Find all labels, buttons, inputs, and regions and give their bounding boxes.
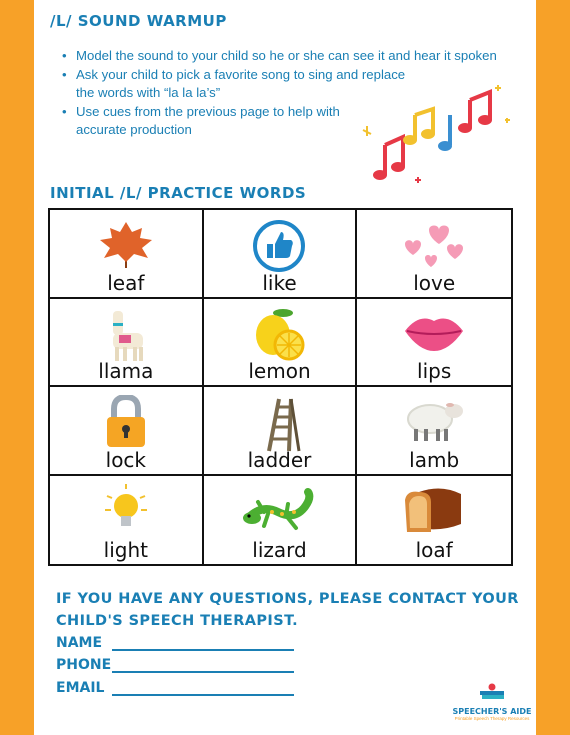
word-card-lemon: [204, 299, 358, 388]
word-card-leaf: [50, 210, 204, 299]
music-notes-icon: [355, 70, 515, 195]
tip-item: [58, 47, 518, 66]
word-label: leaf: [107, 270, 145, 295]
word-card-love: [357, 210, 511, 299]
word-label: lizard: [252, 538, 307, 562]
word-card-lamb: [357, 387, 511, 476]
right-orange-border: [536, 0, 570, 735]
practice-words-title: INITIAL /L/ PRACTICE WORDS: [50, 184, 307, 202]
word-label: like: [262, 270, 297, 295]
tip-text-continued: accurate production: [76, 122, 192, 137]
tip-text: Model the sound to your child so he or she can see it and hear it spoken: [76, 48, 497, 63]
bullet: •: [62, 48, 67, 63]
word-label: lock: [105, 447, 147, 472]
word-label: light: [103, 538, 148, 562]
practice-words-grid: [48, 208, 513, 566]
email-label: EMAIL: [56, 680, 105, 696]
tip-text-continued: the words with “la la la’s”: [76, 85, 221, 100]
bread-loaf-icon: [401, 484, 467, 536]
brand-tagline: Printable Speech Therapy Resources: [454, 716, 530, 721]
bullet: •: [62, 66, 67, 82]
email-write-line[interactable]: [112, 694, 294, 696]
bullet: •: [62, 103, 67, 119]
word-card-lizard: [204, 476, 358, 565]
contact-message: [56, 588, 519, 632]
brand-name: SPEECHER'S AIDE: [452, 707, 532, 716]
word-card-ladder: [204, 387, 358, 476]
word-label: ladder: [247, 447, 312, 472]
contact-line-2: CHILD'S SPEECH THERAPIST.: [56, 613, 299, 629]
tip-text: Use cues from the previous page to help with: [76, 103, 340, 119]
llama-icon: [101, 307, 151, 365]
brand-logo: [448, 683, 536, 721]
leaf-icon: [96, 218, 156, 273]
thumbs-up-icon: [251, 218, 307, 274]
word-card-lock: [50, 387, 204, 476]
word-label: llama: [98, 359, 154, 383]
word-card-light: [50, 476, 204, 565]
padlock-icon: [104, 395, 148, 453]
word-label: lamb: [409, 447, 460, 472]
ladder-icon: [255, 395, 303, 453]
lamb-icon: [402, 395, 466, 445]
name-field: [56, 635, 102, 651]
lightbulb-icon: [101, 484, 151, 534]
lizard-icon: [242, 484, 316, 536]
word-card-like: [204, 210, 358, 299]
word-label: love: [413, 270, 456, 295]
warmup-title: /L/ SOUND WARMUP: [50, 12, 227, 30]
left-orange-border: [0, 0, 34, 735]
books-apple-icon: [472, 683, 512, 701]
word-label: loaf: [415, 538, 453, 562]
lemon-icon: [249, 307, 309, 363]
phone-label: PHONE: [56, 657, 112, 673]
phone-write-line[interactable]: [112, 671, 294, 673]
word-label: lips: [417, 359, 452, 383]
word-card-loaf: [357, 476, 511, 565]
lips-icon: [401, 307, 467, 357]
hearts-icon: [399, 218, 469, 273]
word-card-lips: [357, 299, 511, 388]
word-label: lemon: [248, 359, 311, 383]
contact-line-1: IF YOU HAVE ANY QUESTIONS, PLEASE CONTACT YOUR: [56, 591, 519, 607]
tip-text: Ask your child to pick a favorite song to sing and replace: [76, 66, 406, 82]
phone-field: [56, 657, 111, 673]
name-write-line[interactable]: [112, 649, 294, 651]
email-field: [56, 680, 104, 696]
name-label: NAME: [56, 635, 103, 651]
word-card-llama: [50, 299, 204, 388]
